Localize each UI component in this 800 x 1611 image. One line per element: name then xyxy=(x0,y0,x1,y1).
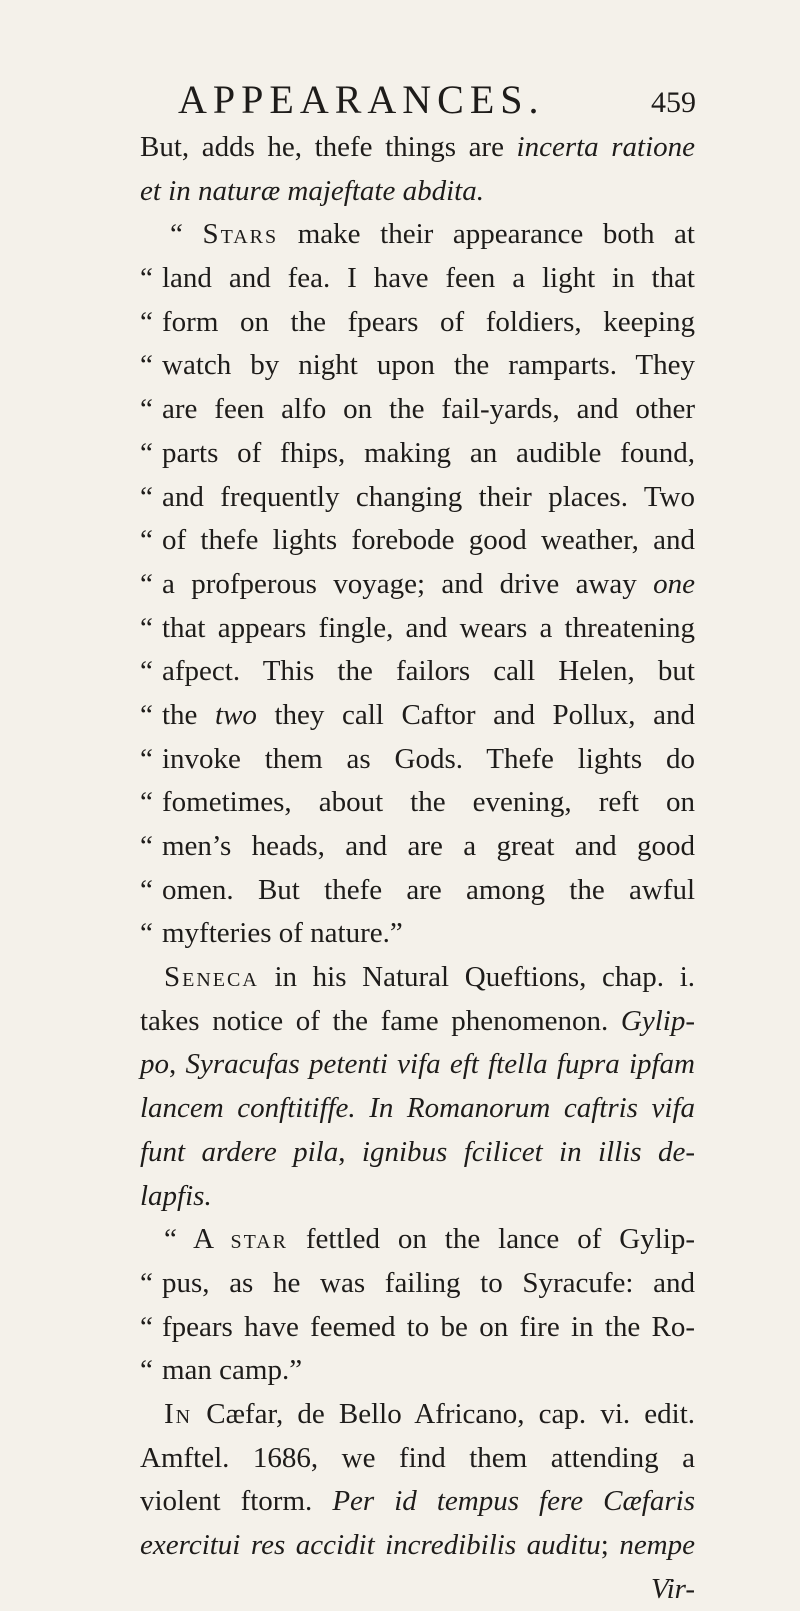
text-line xyxy=(140,1262,695,1306)
text-run: fpears have feemed to be on fire in the Ro- xyxy=(162,1310,695,1343)
small-caps-text: star xyxy=(230,1223,288,1256)
text-line xyxy=(140,869,695,913)
text-line xyxy=(140,170,695,214)
quote-mark: “ xyxy=(140,305,153,338)
italic-text: two xyxy=(215,698,257,731)
text-run: man camp.” xyxy=(162,1354,303,1387)
text-line xyxy=(140,257,695,301)
quote-mark: “ xyxy=(140,262,153,295)
italic-text: et in naturæ majeftate abdita. xyxy=(140,174,484,207)
text-line xyxy=(140,781,695,825)
quote-mark: “ xyxy=(140,873,153,906)
quote-mark: “ xyxy=(140,1310,153,1343)
text-line xyxy=(140,344,695,388)
quote-mark: “ xyxy=(140,524,153,557)
text-line xyxy=(140,1000,695,1044)
text-line xyxy=(140,912,695,956)
quote-mark: “ xyxy=(140,567,153,600)
page-number: 459 xyxy=(651,86,696,119)
text-run: “ xyxy=(170,218,203,251)
text-line xyxy=(140,1306,695,1350)
text-line xyxy=(140,1087,695,1131)
text-run: invoke them as Gods. Thefe lights do xyxy=(162,742,695,775)
text-run: of thefe lights forebode good weather, and xyxy=(162,524,695,557)
quote-mark: “ xyxy=(140,1354,153,1387)
text-run: ; xyxy=(600,1529,620,1561)
text-run: violent ftorm. xyxy=(140,1485,333,1518)
text-run: , xyxy=(169,1048,186,1081)
text-run: But, adds he, thefe things are xyxy=(140,131,517,163)
text-run: myfteries of nature.” xyxy=(162,917,403,950)
text-run: pus, as he was failing to Syracufe: and xyxy=(162,1266,695,1299)
text-line xyxy=(140,1393,695,1437)
text-line xyxy=(140,738,695,782)
quote-mark: “ xyxy=(140,436,153,469)
text-run: takes notice of the fame phenomenon. xyxy=(140,1004,621,1037)
small-caps-text: Stars xyxy=(202,218,279,251)
text-run: fettled on the lance of Gylip- xyxy=(287,1223,696,1256)
body-text xyxy=(140,126,695,1611)
italic-text: po xyxy=(140,1048,169,1081)
italic-text: Vir- xyxy=(651,1572,695,1605)
text-run: land and fea. I have feen a light in that xyxy=(162,262,695,295)
text-run: in his Natural Queftions, chap. i. xyxy=(258,961,695,994)
text-run: men’s heads, and are a great and good xyxy=(162,830,695,862)
text-run: parts of fhips, making an audible found, xyxy=(162,436,695,469)
text-run: form on the fpears of foldiers, keeping xyxy=(162,305,695,338)
text-run: they call Caftor and Pollux, and xyxy=(256,698,695,731)
italic-text: ignibus fcilicet in illis de- xyxy=(361,1135,695,1168)
text-run: omen. But thefe are among the awful xyxy=(162,873,695,906)
text-run: Amftel. 1686, we find them attending a xyxy=(140,1441,695,1474)
italic-text: lapfis. xyxy=(140,1179,212,1212)
italic-text: exercitui res accidit incredibilis auditu xyxy=(140,1529,601,1561)
italic-text: lancem conftitiffe. In Romanorum caftris vifa xyxy=(140,1092,695,1125)
text-line xyxy=(140,1131,695,1175)
quote-mark: “ xyxy=(140,393,153,426)
small-caps-text: In xyxy=(164,1397,193,1430)
text-line xyxy=(140,432,695,476)
page-header xyxy=(0,72,800,128)
text-line xyxy=(140,1568,695,1611)
quote-mark: “ xyxy=(140,1266,153,1299)
italic-text: Gylip- xyxy=(620,1004,695,1037)
text-line xyxy=(140,1175,695,1219)
text-line xyxy=(140,301,695,345)
text-line xyxy=(140,519,695,563)
quote-mark: “ xyxy=(140,611,153,644)
quote-mark: “ xyxy=(140,698,153,731)
text-line xyxy=(140,956,695,1000)
text-line xyxy=(140,1349,695,1393)
quote-mark: “ xyxy=(140,917,153,950)
italic-text: Per id tempus fere Cæfaris xyxy=(332,1485,695,1518)
text-line xyxy=(140,825,695,869)
italic-text: incerta ratione xyxy=(516,131,696,163)
italic-text: one xyxy=(653,567,695,600)
text-run: are feen alfo on the fail-yards, and other xyxy=(162,393,695,426)
italic-text: funt ardere pila xyxy=(140,1135,339,1168)
text-line xyxy=(140,126,695,170)
italic-text: Syracufas petenti vifa eft ftella fupra ipfam xyxy=(185,1048,695,1081)
text-run: “ A xyxy=(164,1223,231,1256)
text-run: watch by night upon the ramparts. They xyxy=(162,349,695,382)
text-run: that appears fingle, and wears a threatening xyxy=(162,611,695,644)
quote-mark: “ xyxy=(140,742,153,775)
text-run: make their appearance both at xyxy=(278,218,695,251)
quote-mark: “ xyxy=(140,349,153,382)
text-run: the xyxy=(162,698,216,731)
text-line xyxy=(140,1524,695,1568)
text-run: afpect. This the failors call Helen, but xyxy=(162,655,695,688)
quote-mark: “ xyxy=(140,786,153,819)
text-run: a profperous voyage; and drive away xyxy=(162,567,654,600)
text-line xyxy=(140,1437,695,1481)
text-line xyxy=(140,388,695,432)
text-line xyxy=(140,1043,695,1087)
quote-mark: “ xyxy=(140,655,153,688)
italic-text: nempe xyxy=(619,1529,695,1561)
text-run: , xyxy=(338,1135,362,1168)
text-line xyxy=(140,476,695,520)
text-line xyxy=(140,694,695,738)
quote-mark: “ xyxy=(140,480,153,513)
text-line xyxy=(140,563,695,607)
text-run: Cæfar, de Bello Africano, cap. vi. edit. xyxy=(192,1397,695,1430)
quote-mark: “ xyxy=(140,830,153,862)
small-caps-text: Seneca xyxy=(164,961,259,994)
running-head: APPEARANCES. xyxy=(178,77,545,122)
text-run: fometimes, about the evening, reft on xyxy=(162,786,695,819)
text-line xyxy=(140,213,695,257)
text-line xyxy=(140,1480,695,1524)
text-run: and frequently changing their places. Two xyxy=(162,480,695,513)
text-line xyxy=(140,1218,695,1262)
text-line xyxy=(140,650,695,694)
text-line xyxy=(140,607,695,651)
